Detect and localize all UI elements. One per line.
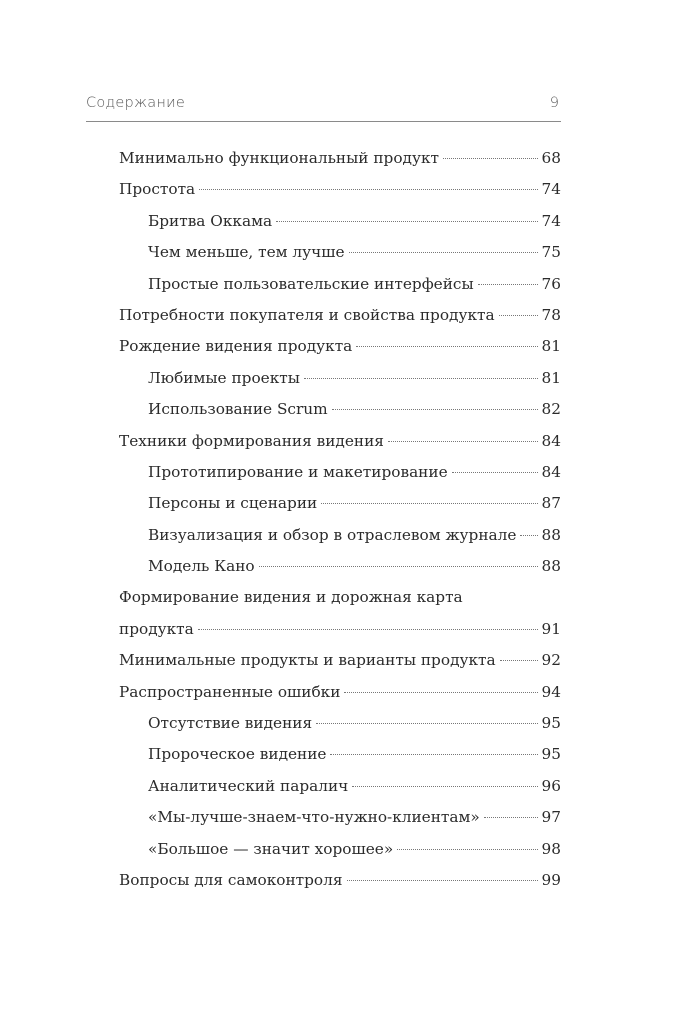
toc-entry-label: Использование Scrum [148,400,328,419]
toc-entry-page: 87 [541,494,561,513]
toc-entry-page: 81 [541,368,561,387]
toc-entry-label: Чем меньше, тем лучше [148,243,345,262]
toc-entry-page: 74 [541,180,561,199]
toc-entry-label: Простые пользовательские интерфейсы [148,274,474,293]
dot-leader [388,441,538,442]
dot-leader [443,158,538,159]
toc-entry[interactable] [119,582,561,613]
toc-entry[interactable] [119,645,561,676]
toc-entry[interactable] [119,174,561,205]
toc-entry[interactable] [119,865,561,896]
toc-entry-page: 95 [541,714,561,733]
toc-entry-page: 74 [541,211,561,230]
toc-entry-page: 99 [541,870,561,889]
toc-entry-page: 92 [541,651,561,670]
toc-entry-label: Отсутствие видения [148,714,313,733]
toc-entry[interactable] [119,677,561,708]
toc-entry-label: Бритва Оккама [148,211,273,230]
dot-leader [452,472,538,473]
dot-leader [484,817,538,818]
toc-entry[interactable] [119,394,561,425]
dot-leader [304,378,538,379]
toc-entry[interactable] [119,426,561,457]
page-number: 9 [549,95,559,111]
toc-entry[interactable] [119,300,561,331]
toc-entry-page: 97 [541,808,561,827]
toc-entry-label: Прототипирование и макетирование [148,462,448,481]
toc-entry-label: Персоны и сценарии [148,494,318,513]
toc-entry[interactable] [119,739,561,770]
toc-entry[interactable] [119,269,561,300]
toc-entry[interactable] [119,708,561,739]
toc-entry-page: 98 [541,839,561,858]
toc-entry-label: Визуализация и обзор в отраслевом журнале [148,525,517,544]
toc-entry-label: Минимально функциональный продукт [119,149,439,167]
toc-entry[interactable] [119,331,561,362]
toc-entry-page: 76 [541,274,561,293]
toc-entry-page: 95 [541,745,561,764]
toc-entry-page: 88 [541,525,561,544]
dot-leader [349,252,538,253]
toc-entry[interactable] [119,802,561,833]
toc-entry-label: Техники формирования видения [119,431,384,450]
toc-entry[interactable] [119,614,561,645]
dot-leader [478,284,538,285]
toc-entry-label: Модель Кано [148,557,255,576]
toc-entry-label: Любимые проекты [148,368,300,387]
toc-entry-page: 68 [541,149,561,167]
dot-leader [332,409,538,410]
dot-leader [276,221,537,222]
toc-entry[interactable] [119,457,561,488]
dot-leader [347,880,538,881]
dot-leader [499,315,538,316]
dot-leader [198,629,538,630]
toc-entry[interactable] [119,551,561,582]
toc-entry-label: Вопросы для самоконтроля [119,870,343,889]
dot-leader [500,660,538,661]
table-of-contents [119,143,561,896]
toc-entry-page: 78 [541,305,561,324]
dot-leader [330,754,537,755]
header-title: Содержание [86,95,185,111]
toc-entry[interactable] [119,206,561,237]
toc-entry-label: Пророческое видение [148,745,327,764]
toc-entry-label: Потребности покупателя и свойства продукта [119,305,495,324]
toc-entry[interactable] [119,363,561,394]
toc-entry-label: «Большое — значит хорошее» [148,839,394,858]
toc-entry-label: Формирование видения и дорожная карта [119,588,463,607]
toc-entry-page: 88 [541,557,561,576]
dot-leader [352,786,537,787]
toc-entry-page: 82 [541,400,561,419]
toc-entry[interactable] [119,771,561,802]
toc-entry[interactable] [119,237,561,268]
dot-leader [344,692,537,693]
toc-entry-label: «Мы-лучше-знаем-что-нужно-клиентам» [148,808,480,827]
toc-entry-page: 84 [541,431,561,450]
dot-leader [259,566,538,567]
toc-entry-page: 91 [541,619,561,638]
toc-entry-label: продукта [119,619,194,638]
dot-leader [316,723,537,724]
toc-entry[interactable] [119,834,561,865]
toc-entry[interactable] [119,488,561,519]
dot-leader [199,189,537,190]
dot-leader [397,849,537,850]
toc-entry-page: 84 [541,462,561,481]
running-header [86,93,561,122]
toc-entry-label: Аналитический паралич [148,776,349,795]
dot-leader [520,535,537,536]
toc-entry-page: 75 [541,243,561,262]
dot-leader [321,503,537,504]
toc-entry-label: Рождение видения продукта [119,337,353,356]
toc-entry-label: Минимальные продукты и варианты продукта [119,651,496,670]
dot-leader [356,346,537,347]
toc-entry-page: 96 [541,776,561,795]
toc-entry-label: Распространенные ошибки [119,682,341,701]
toc-entry[interactable] [119,520,561,551]
toc-entry-page: 81 [541,337,561,356]
toc-entry-label: Простота [119,180,196,199]
toc-entry[interactable] [119,143,561,174]
toc-entry-page: 94 [541,682,561,701]
